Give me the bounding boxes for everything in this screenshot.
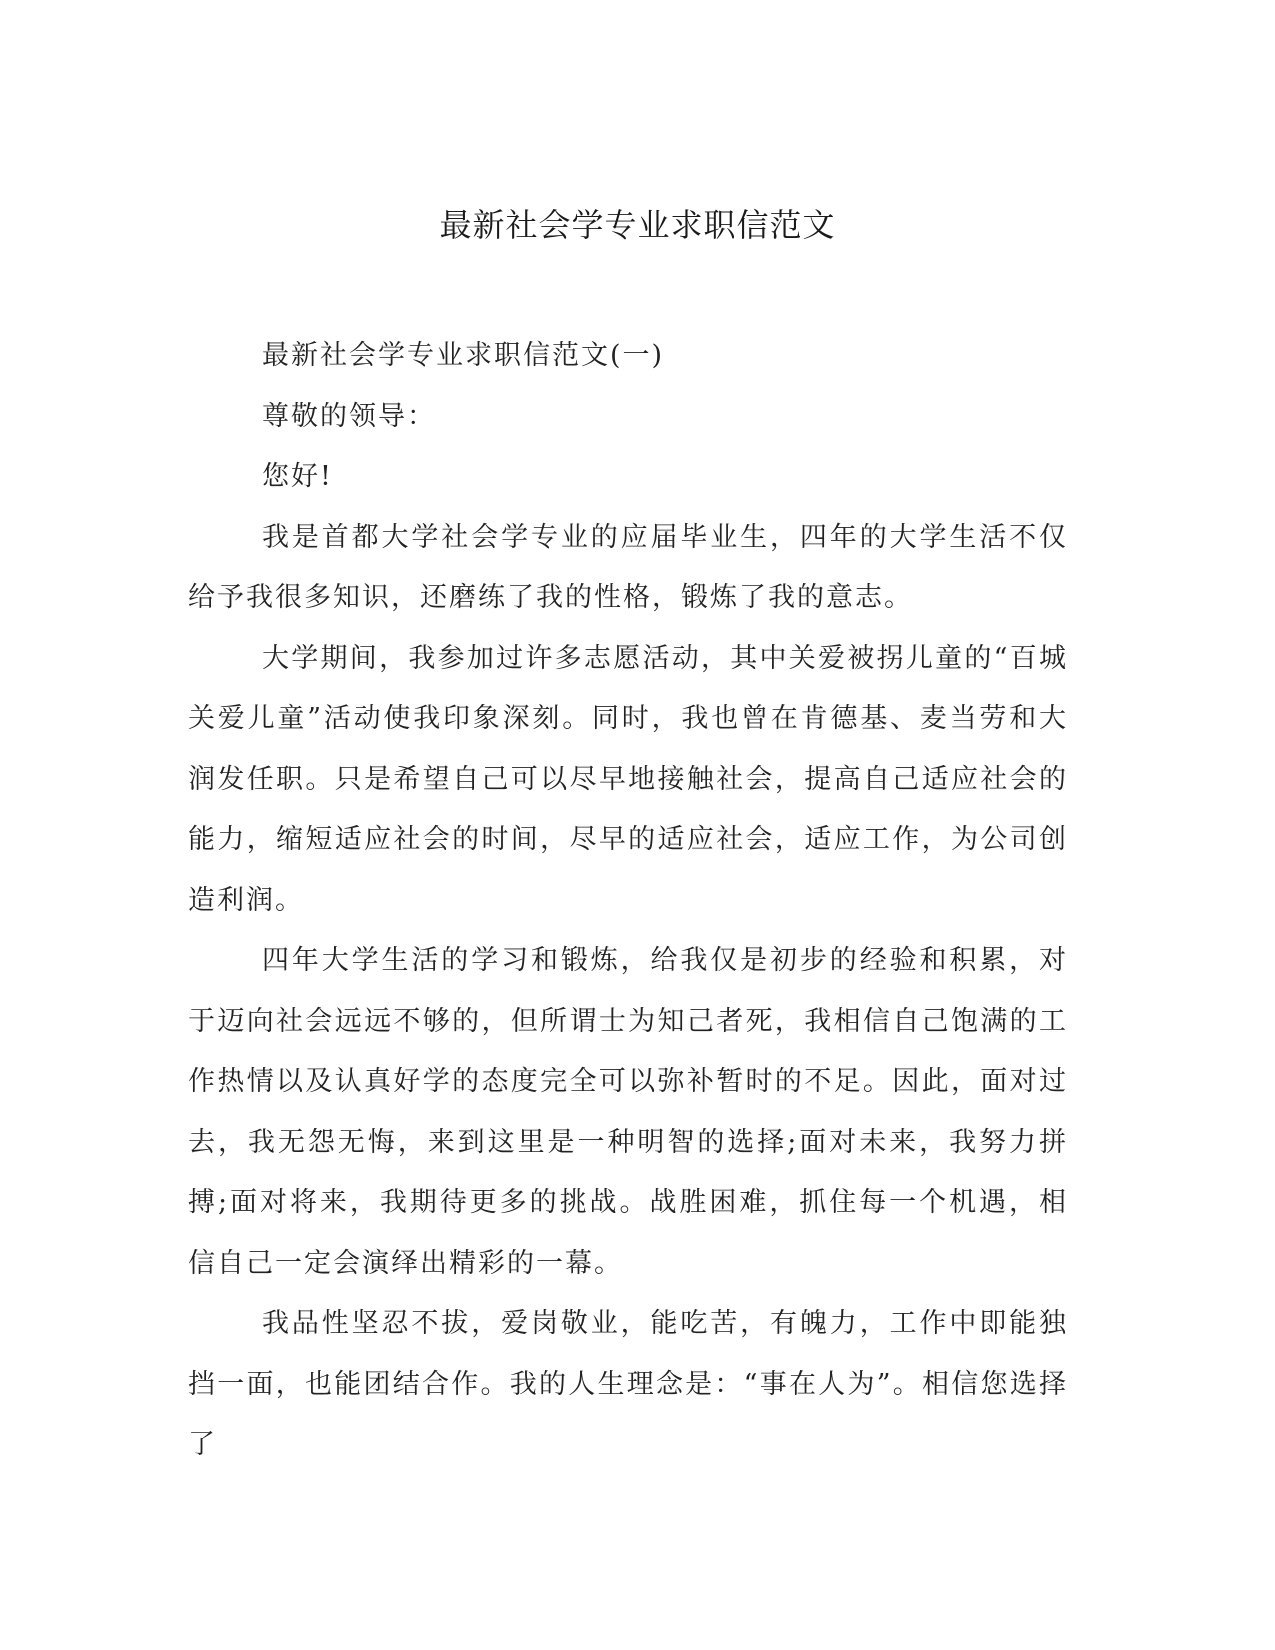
paragraph-introduction: 我是首都大学社会学专业的应届毕业生，四年的大学生活不仅给予我很多知识，还磨练了我的性格，锻炼了我的意志。 [188,521,1068,613]
paragraph-personal-qualities: 我品性坚忍不拔，爱岗敬业，能吃苦，有魄力，工作中即能独挡一面，也能团结合作。我的人生理念是：“事在人为”。相信您选择了 [188,1308,1068,1460]
paragraph-university-activities: 大学期间，我参加过许多志愿活动，其中关爱被拐儿童的“百城关爱儿童”活动使我印象深刻。同时，我也曾在肯德基、麦当劳和大润发任职。只是希望自己可以尽早地接触社会，提高自己适应社会的能力，缩短适应社会的时间，尽早的适应社会，适应工作，为公司创造利润。 [188,642,1068,916]
document-body [188,326,1068,1476]
paragraph-study-experience: 四年大学生活的学习和锻炼，给我仅是初步的经验和积累，对于迈向社会远远不够的，但所谓士为知己者死，我相信自己饱满的工作热情以及认真好学的态度完全可以弥补暂时的不足。因此，面对过去，我无怨无悔，来到这里是一种明智的选择;面对未来，我努力拼搏;面对将来，我期待更多的挑战。战胜困难，抓住每一个机遇，相信自己一定会演绎出精彩的一幕。 [188,945,1068,1279]
paragraph-greeting: 您好! [262,461,333,492]
paragraph-section-heading: 最新社会学专业求职信范文(一) [262,340,665,371]
document-title: 最新社会学专业求职信范文 [439,206,836,244]
paragraph-salutation: 尊敬的领导： [262,400,436,432]
